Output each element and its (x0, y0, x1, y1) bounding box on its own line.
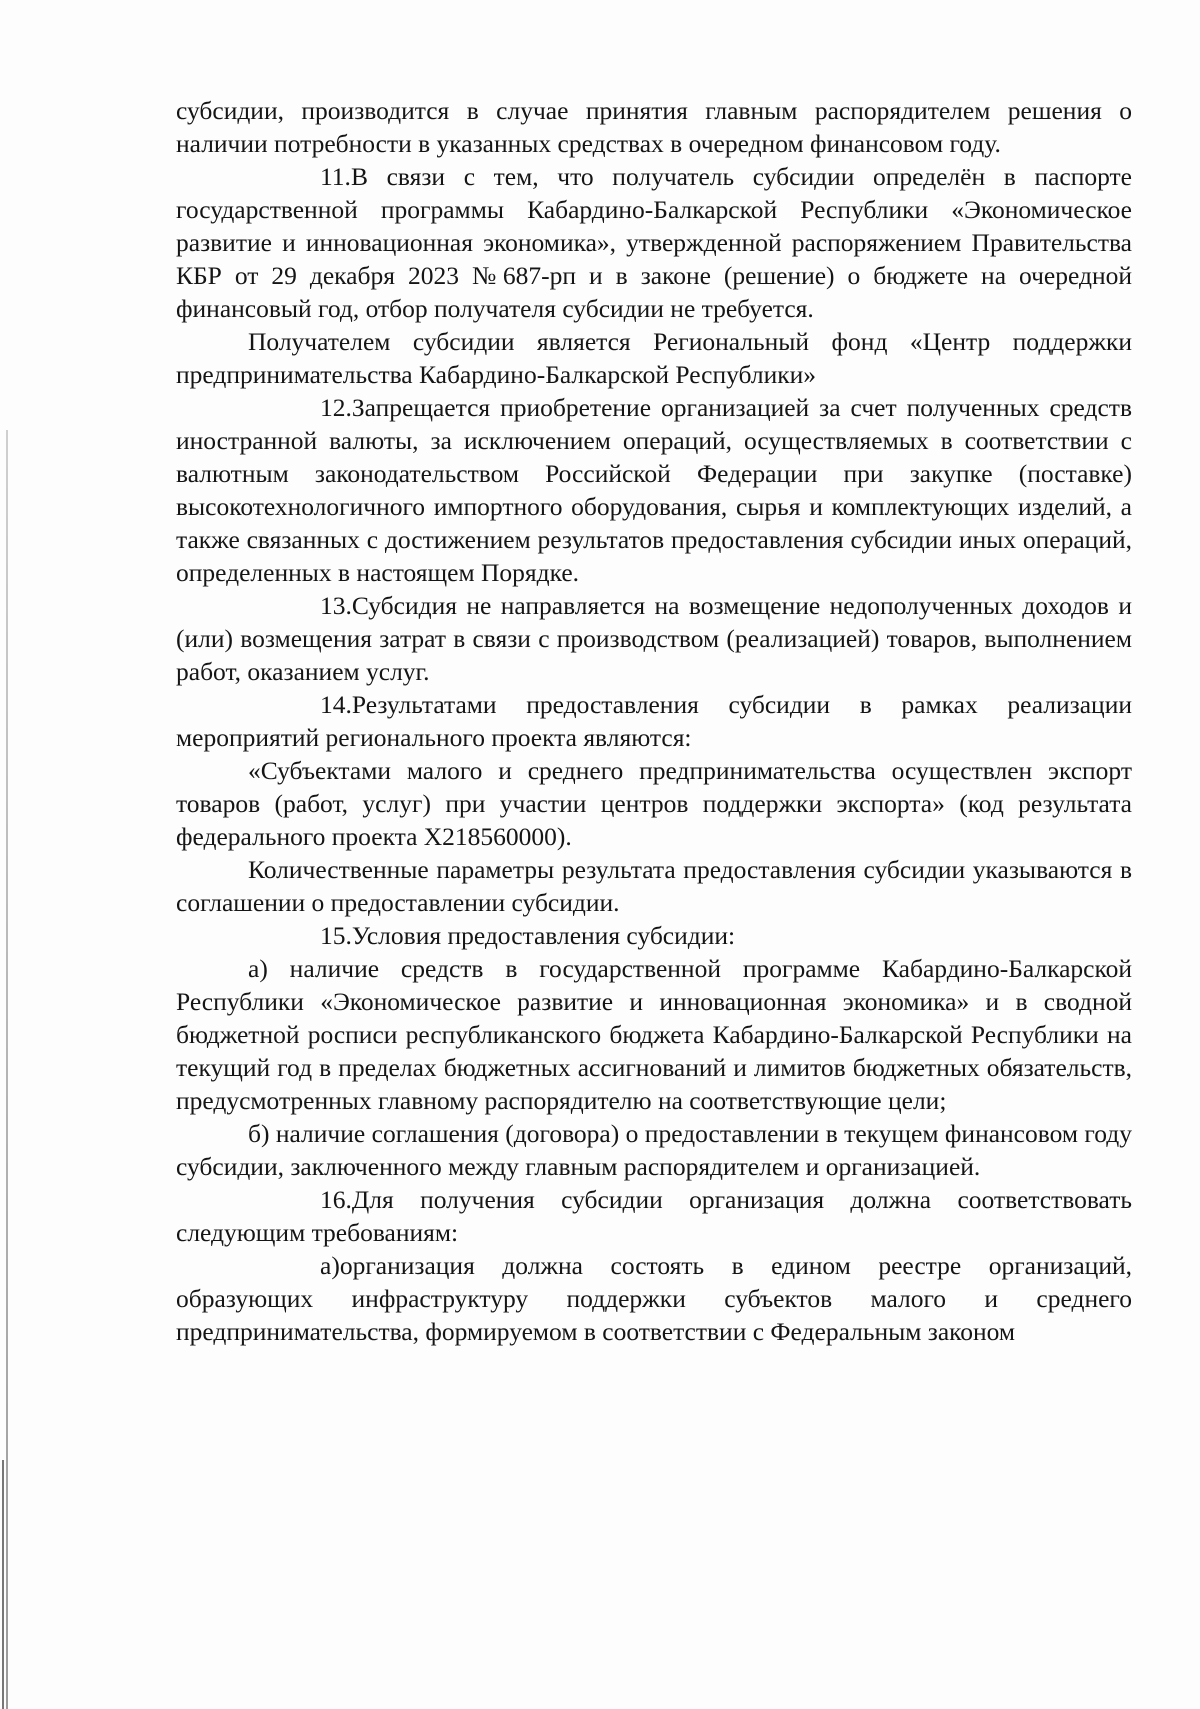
paragraph-15 (176, 919, 1132, 952)
paragraph-text: Субсидия не направляется на возмещение недополученных доходов и (или) возмещения затрат в связи с производством (реализацией) товаров, выполнением работ, оказанием услуг. (176, 591, 1132, 686)
paragraph-14-parameters: Количественные параметры результата предоставления субсидии указываются в соглашении о предоставлении субсидии. (176, 855, 1132, 917)
paragraph-text: организация должна состоять в едином реестре организаций, образующих инфраструктуру поддержки субъектов малого и среднего предпринимательства, формируемом в соответствии с Федеральным законом (176, 1251, 1132, 1346)
paragraph-13 (176, 589, 1132, 688)
paragraph-number: 13. (320, 591, 352, 620)
paragraph-number: 14. (320, 690, 352, 719)
scan-edge-line (6, 430, 8, 1709)
paragraph-14 (176, 688, 1132, 754)
paragraph-text: Запрещается приобретение организацией за счет полученных средств иностранной валюты, за исключением операций, осуществляемых в соответствии с валютным законодательством Российской Федерации при закупке (поставке) высокотехнологичного импортного оборудования, сырья и комплектующих изделий, а также связанных с достижением результатов предоставления субсидии иных операций, определенных в настоящем Порядке. (176, 393, 1132, 587)
paragraph-number: 15. (320, 921, 352, 950)
paragraph-12 (176, 391, 1132, 589)
paragraph-number: 12. (320, 393, 352, 422)
paragraph-text: Результатами предоставления субсидии в рамках реализации мероприятий регионального проекта являются: (176, 690, 1132, 752)
paragraph-continuation: субсидии, производится в случае принятия главным распорядителем решения о наличии потребности в указанных средствах в очередном финансовом году. (176, 96, 1132, 158)
paragraph-number: 11. (320, 162, 351, 191)
paragraph-number: а) (320, 1251, 340, 1280)
paragraph-11 (176, 160, 1132, 325)
document-body (176, 94, 1132, 1348)
paragraph-text: Для получения субсидии организация должна соответствовать следующим требованиям: (176, 1185, 1132, 1247)
paragraph-text: В связи с тем, что получатель субсидии определён в паспорте государственной программы Кабардино-Балкарской Республики «Экономическое развитие и инновационная экономика», утвержденной распоряжением Правительства КБР от 29 декабря 2023 №687-рп и в законе (решение) о бюджете на очередной финансовый год, отбор получателя субсидии не требуется. (176, 162, 1132, 323)
paragraph-number: 16. (320, 1185, 352, 1214)
paragraph-15-b: б) наличие соглашения (договора) о предоставлении в текущем финансовом году субсидии, заключенного между главным распорядителем и организацией. (176, 1119, 1132, 1181)
paragraph-16 (176, 1183, 1132, 1249)
paragraph-16-a (176, 1249, 1132, 1348)
paragraph-15-a: а) наличие средств в государственной программе Кабардино-Балкарской Республики «Экономическое развитие и инновационная экономика» и в сводной бюджетной росписи республиканского бюджета Кабардино-Балкарской Республики на текущий год в пределах бюджетных ассигнований и лимитов бюджетных обязательств, предусмотренных главному распорядителю на соответствующие цели; (176, 954, 1132, 1115)
paragraph-14-result: «Субъектами малого и среднего предпринимательства осуществлен экспорт товаров (работ, услуг) при участии центров поддержки экспорта» (код результата федерального проекта Х218560000). (176, 756, 1132, 851)
paragraph-text: Условия предоставления субсидии: (351, 921, 736, 950)
paragraph-11-recipient: Получателем субсидии является Региональный фонд «Центр поддержки предпринимательства Кабардино-Балкарской Республики» (176, 327, 1132, 389)
scan-edge-line (2, 1460, 4, 1709)
